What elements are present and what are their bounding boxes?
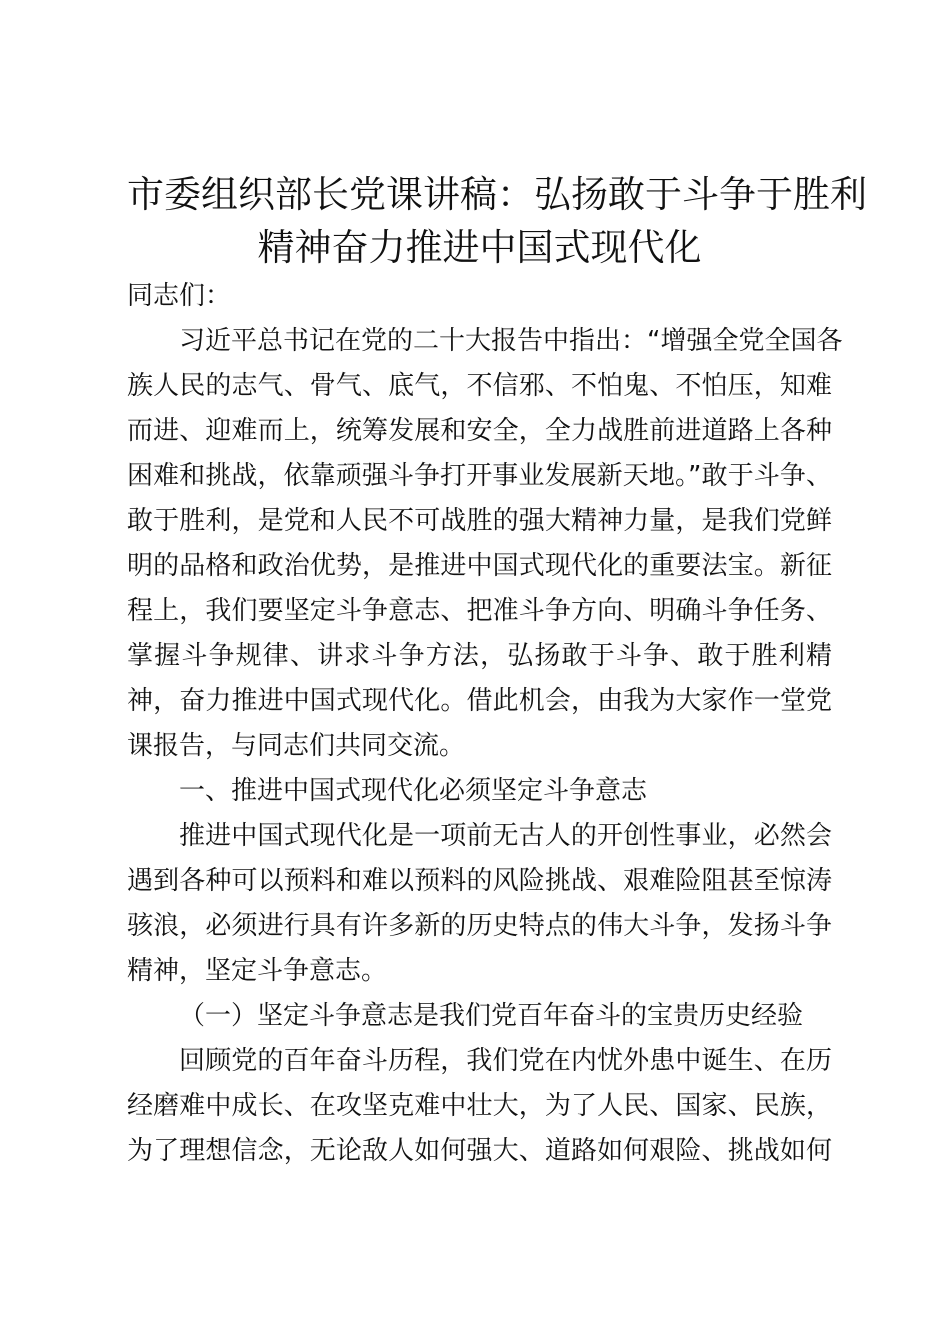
paragraph-2 [127,814,832,994]
paragraph-line: 回顾党的百年奋斗历程，我们党在内忧外患中诞生、在历 [179,1046,832,1076]
paragraph-line: 明的品格和政治优势，是推进中国式现代化的重要法宝。新征 [127,551,832,581]
paragraph-line: 困难和挑战，依靠顽强斗争打开事业发展新天地。”敢于斗争、 [127,461,832,491]
paragraph-line: 经磨难中成长、在攻坚克难中壮大，为了人民、国家、民族， [127,1091,832,1121]
paragraph-line: 遇到各种可以预料和难以预料的风险挑战、艰难险阻甚至惊涛 [127,866,832,896]
paragraph-line: 课报告，与同志们共同交流。 [127,731,466,761]
subsection-heading-1: （一）坚定斗争意志是我们党百年奋斗的宝贵历史经验 [179,1001,804,1031]
paragraph-line: 精神，坚定斗争意志。 [127,956,388,986]
document-page [127,168,867,1174]
paragraph-line: 而进、迎难而上，统筹发展和安全，全力战胜前进道路上各种 [127,416,832,446]
paragraph-line: 推进中国式现代化是一项前无古人的开创性事业，必然会 [179,821,832,851]
paragraph-line: 族人民的志气、骨气、底气，不信邪、不怕鬼、不怕压，知难 [127,371,832,401]
document-title [127,168,867,274]
paragraph-3 [127,1039,832,1174]
paragraph-line: 骇浪，必须进行具有许多新的历史特点的伟大斗争，发扬斗争 [127,911,832,941]
title-line-1: 市委组织部长党课讲稿：弘扬敢于斗争于胜利 [127,173,867,216]
paragraph-line: 为了理想信念，无论敌人如何强大、道路如何艰险、挑战如何 [127,1136,832,1166]
paragraph-line: 程上，我们要坚定斗争意志、把准斗争方向、明确斗争任务、 [127,596,832,626]
salutation: 同志们： [127,281,232,311]
paragraph-line: 掌握斗争规律、讲求斗争方法，弘扬敢于斗争、敢于胜利精 [127,641,832,671]
section-heading-1: 一、推进中国式现代化必须坚定斗争意志 [179,776,648,806]
paragraph-line: 习近平总书记在党的二十大报告中指出：“增强全党全国各 [179,326,843,356]
title-line-2: 精神奋力推进中国式现代化 [257,226,702,269]
paragraph-1 [127,319,843,769]
paragraph-line: 神，奋力推进中国式现代化。借此机会，由我为大家作一堂党 [127,686,832,716]
paragraph-line: 敢于胜利，是党和人民不可战胜的强大精神力量，是我们党鲜 [127,506,832,536]
